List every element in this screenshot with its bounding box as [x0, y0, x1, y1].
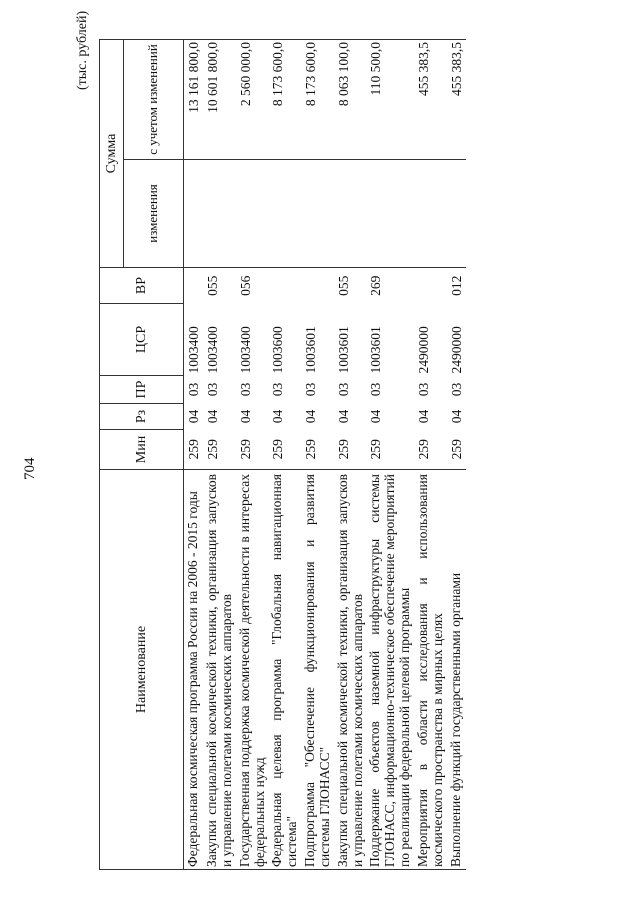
row-csr: 2490000 — [448, 326, 464, 374]
row-csr: 2490000 — [415, 326, 431, 374]
row-changes — [184, 160, 204, 268]
row-vr: 055 — [203, 268, 236, 304]
row-min: 259 — [366, 430, 414, 470]
row-name: Закупки специальной космической техники, организация запусков и управление полетами космических аппаратов — [334, 470, 367, 870]
row-csr: 1003400 — [237, 326, 253, 374]
header-with-changes: с учетом изменений — [124, 40, 184, 160]
row-rz: 04 — [448, 409, 464, 424]
row-min: 259 — [236, 430, 269, 470]
row-changes — [268, 160, 301, 268]
header-rz: Рз — [100, 404, 184, 430]
row-csr: 1003601 — [335, 326, 351, 374]
row-pr: 03 — [368, 382, 384, 397]
row-pr: 03 — [237, 382, 253, 397]
row-changes — [203, 160, 236, 268]
units-label: (тыс. рублей) — [75, 10, 90, 90]
row-changes — [301, 160, 334, 268]
row-pr: 03 — [186, 382, 201, 397]
row-csr: 1003601 — [368, 326, 384, 374]
row-total: 2 560 000,0 — [236, 40, 269, 160]
row-rz: 04 — [303, 409, 319, 424]
row-pr: 03 — [415, 382, 431, 397]
row-pr: 03 — [448, 382, 464, 397]
row-changes — [334, 160, 367, 268]
row-vr: 056 — [236, 268, 269, 304]
row-total: 10 601 800,0 — [203, 40, 236, 160]
row-total: 8 063 100,0 — [334, 40, 367, 160]
header-sum: Сумма — [100, 40, 124, 268]
row-total: 8 173 600,0 — [301, 40, 334, 160]
row-name: Государственная поддержка космической деятельности в интересах федеральных нужд — [236, 470, 269, 870]
row-rz: 04 — [335, 409, 351, 424]
row-pr: 03 — [335, 382, 351, 397]
row-name: Мероприятия в области исследования и использования космического пространства в мирных целях — [414, 470, 447, 870]
row-changes — [414, 160, 447, 268]
row-vr — [268, 268, 301, 304]
row-rz: 04 — [186, 409, 201, 424]
table-row — [236, 40, 269, 870]
table-row — [414, 40, 447, 870]
row-vr — [184, 268, 204, 304]
row-name: Закупки специальной космической техники, организация запусков и управление полетами космических аппаратов — [203, 470, 236, 870]
row-csr: 1003600 — [270, 326, 286, 374]
header-min: Мин — [100, 430, 184, 470]
table-row — [447, 40, 466, 870]
row-changes — [236, 160, 269, 268]
row-vr: 055 — [334, 268, 367, 304]
row-name: Федеральная космическая программа России на 2006 - 2015 годы — [184, 470, 204, 870]
row-pr: 03 — [303, 382, 319, 397]
header-pr: ПР — [100, 376, 184, 404]
header-vr: ВР — [100, 268, 184, 304]
row-vr — [301, 268, 334, 304]
row-changes — [447, 160, 466, 268]
row-rz: 04 — [368, 409, 384, 424]
table-row — [334, 40, 367, 870]
row-rz: 04 — [415, 409, 431, 424]
row-csr: 1003400 — [186, 326, 201, 374]
header-name: Наименование — [100, 470, 184, 870]
row-min: 259 — [414, 430, 447, 470]
row-csr: 1003400 — [205, 326, 220, 374]
table-row — [184, 40, 204, 870]
row-name: Подпрограмма "Обеспечение функционирования и развития системы ГЛОНАСС" — [301, 470, 334, 870]
row-rz: 04 — [270, 409, 286, 424]
row-min: 259 — [447, 430, 466, 470]
table-row — [301, 40, 334, 870]
row-min: 259 — [268, 430, 301, 470]
row-total: 8 173 600,0 — [268, 40, 301, 160]
header-changes: изменения — [124, 160, 184, 268]
row-name: Выполнение функций государственными органами — [447, 470, 466, 870]
header-csr: ЦСР — [100, 304, 184, 376]
row-name: Поддержание объектов наземной инфраструктуры системы ГЛОНАСС, информационно-техническое обеспечение мероприятий по реализации федеральной целевой программы — [366, 470, 414, 870]
row-pr: 03 — [205, 382, 220, 397]
row-min: 259 — [203, 430, 236, 470]
row-total: 13 161 800,0 — [184, 40, 204, 160]
budget-table — [99, 39, 466, 870]
row-csr: 1003601 — [303, 326, 319, 374]
row-vr: 012 — [447, 268, 466, 304]
row-min: 259 — [334, 430, 367, 470]
row-changes — [366, 160, 414, 268]
page-number: 704 — [22, 457, 38, 480]
row-total: 455 383,5 — [414, 40, 447, 160]
row-name: Федеральная целевая программа "Глобальная навигационная система" — [268, 470, 301, 870]
table-row — [203, 40, 236, 870]
row-rz: 04 — [237, 409, 253, 424]
row-total: 455 383,5 — [447, 40, 466, 160]
row-vr — [414, 268, 447, 304]
row-min: 259 — [301, 430, 334, 470]
table-row — [366, 40, 414, 870]
row-min: 259 — [184, 430, 204, 470]
row-rz: 04 — [205, 409, 220, 424]
table-row — [268, 40, 301, 870]
row-vr: 269 — [366, 268, 414, 304]
row-total: 110 500,0 — [366, 40, 414, 160]
row-pr: 03 — [270, 382, 286, 397]
